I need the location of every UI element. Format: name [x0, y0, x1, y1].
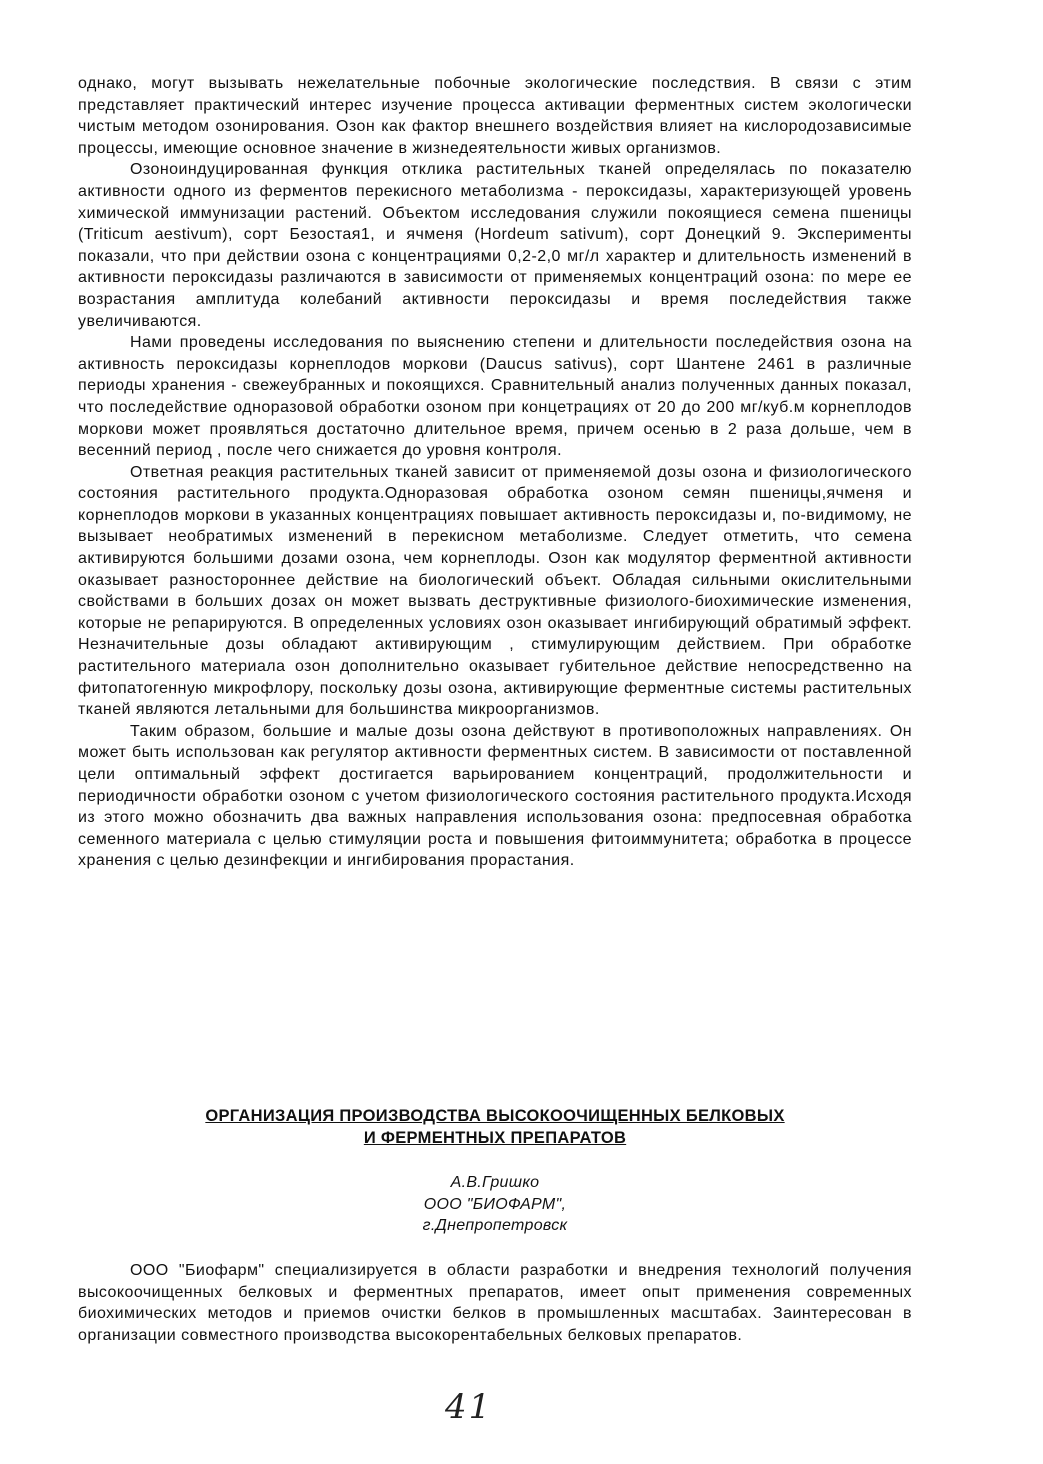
article-title-line-1: ОРГАНИЗАЦИЯ ПРОИЗВОДСТВА ВЫСОКООЧИЩЕННЫХ БЕЛКОВЫХ	[205, 1107, 785, 1125]
author-name: А.В.Гришко	[450, 1174, 540, 1191]
paragraph-4: Ответная реакция растительных тканей зависит от применяемой дозы озона и физиологического состояния растительного продукта.Одноразовая обработка озоном семян пшеницы,ячменя и корнеплодов моркови в указанных концентрациях повышает активность пероксидазы и, по-видимому, не вызывает необратимых изменений в перекисном метаболизме. Следует отметить, что семена активируются большими дозами озона, чем корнеплоды. Озон как модулятор ферментной активности оказывает разностороннее действие на биологический объект. Обладая сильными окислительными свойствами в больших дозах он может вызвать деструктивные физиолого-биохимические изменения, которые не репарируются. В определенных условиях озон оказывает ингибирующий обратимый эффект. Незначительные дозы обладают активирующим , стимулирующим действием. При обработке растительного материала озон дополнительно оказывает губительное действие непосредственно на фитопатогенную микрофлору, поскольку дозы озона, активирующие ферментные системы растительных тканей являются летальными для большинства микроорганизмов.	[78, 463, 912, 719]
paragraph-5: Таким образом, большие и малые дозы озона действуют в противоположных направлениях. Он может быть использован как регулятор активности ферментных систем. В зависимости от поставленной цели оптимальный эффект достигается варьированием концентраций, продолжительности и периодичности обработки озоном с учетом физиологического состояния растительного продукта.Исходя из этого можно обозначить два важных направления использования озона: предпосевная обработка семенного материала с целью стимуляции роста и повышения фитоиммунитета; обработка в процессе хранения с целью дезинфекции и ингибирования прорастания.	[78, 722, 912, 870]
paragraph-3: Нами проведены исследования по выяснению степени и длительности последействия озона на активность пероксидазы корнеплодов моркови (Daucus sativus), сорт Шантене 2461 в различные периоды хранения - свежеубранных и покоящихся. Сравнительный анализ полученных данных показал, что последействие одноразовой обработки озоном при концетрациях от 20 до 200 мг/куб.м корнеплодов моркови может проявляться достаточно длительное время, причем осенью в 2 раза дольше, чем в весенний период , после чего снижается до уровня контроля.	[78, 334, 912, 460]
article-paragraph: ООО "Биофарм" специализируется в области разработки и внедрения технологий получения высокоочищенных белковых и ферментных препаратов, имеет опыт применения современных биохимических методов и приемов очистки белков в промышленных масштабах. Заинтересован в организации совместного производства высокорентабельных белковых препаратов.	[78, 1262, 912, 1344]
body-text	[78, 73, 912, 872]
article-title	[78, 1105, 912, 1149]
author-city: г.Днепропетровск	[422, 1217, 568, 1234]
author-block	[78, 1172, 912, 1237]
page-number: 41	[445, 1387, 493, 1427]
paragraph-2: Озоноиндуцированная функция отклика растительных тканей определялась по показателю активности одного из ферментов перекисного метаболизма - пероксидазы, характеризующей уровень химической иммунизации растений. Объектом исследования служили покоящиеся семена пшеницы (Triticum aestivum), сорт Безостая1, и ячменя (Hordeum sativum), сорт Донецкий 9. Эксперименты показали, что при действии озона с концентрациями 0,2-2,0 мг/л характер и длительность изменений в активности пероксидазы различаются в зависимости от применяемых концентраций озона: по мере ее возрастания амплитуда колебаний активности пероксидазы и время последействия также увеличиваются.	[78, 161, 912, 330]
article-title-line-2: И ФЕРМЕНТНЫХ ПРЕПАРАТОВ	[363, 1129, 627, 1147]
author-organization: ООО "БИОФАРМ",	[423, 1195, 567, 1213]
paragraph-1: однако, могут вызывать нежелательные побочные экологические последствия. В связи с этим представляет практический интерес изучение процесса активации ферментных систем экологически чистым методом озонирования. Озон как фактор внешнего воздействия влияет на кислородозависимые процессы, имеющие основное значение в жизнедеятельности живых организмов.	[78, 75, 912, 157]
article-body	[78, 1260, 912, 1346]
